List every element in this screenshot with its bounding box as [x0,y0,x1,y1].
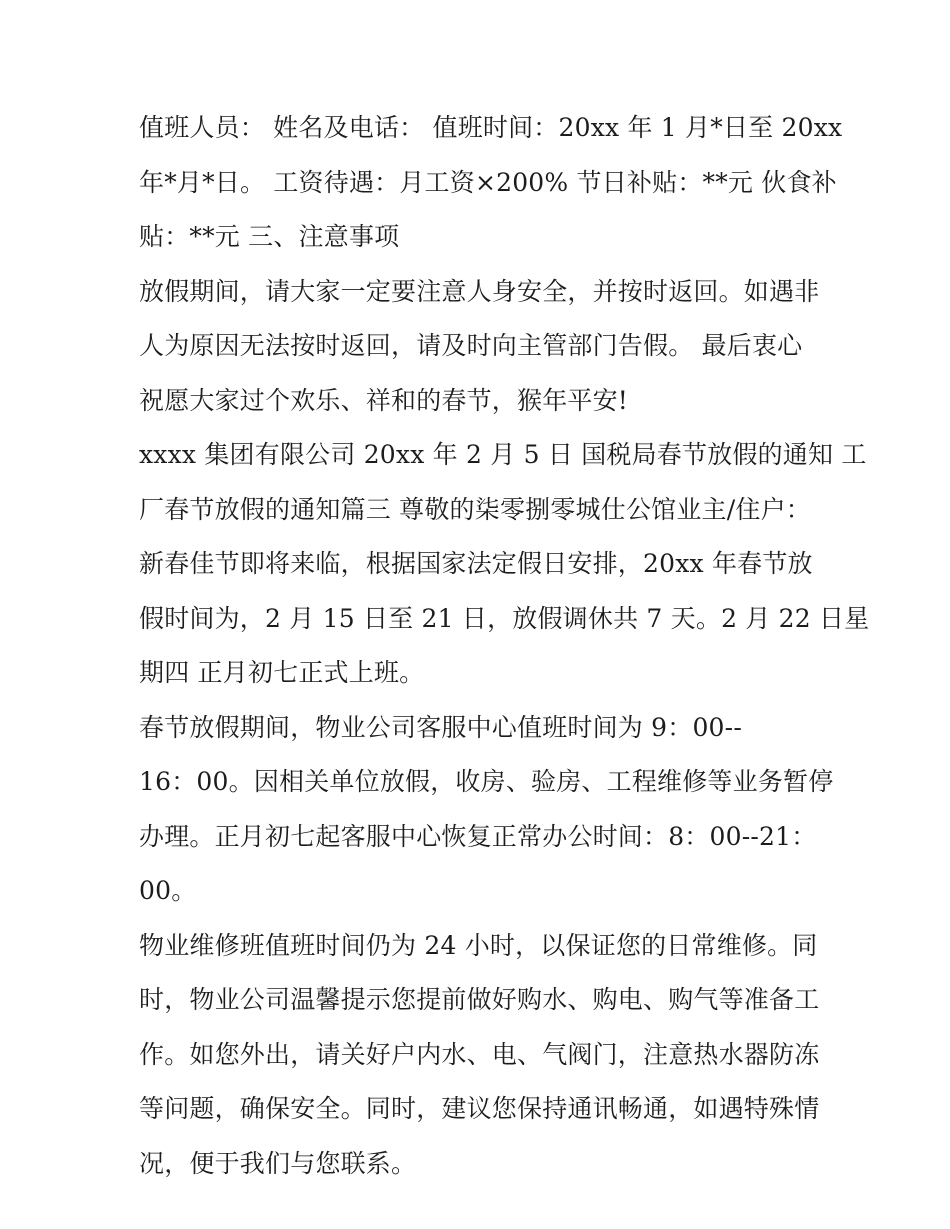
text-line: 时，物业公司温馨提示您提前做好购水、购电、购气等准备工 [139,985,820,1014]
text-line: 16：00。因相关单位放假，收房、验房、工程维修等业务暂停 [139,767,834,796]
text-line: 祝愿大家过个欢乐、祥和的春节，猴年平安! [139,385,629,415]
text-line: 春节放假期间，物业公司客服中心值班时间为 9：00-- [139,712,742,742]
text-line: 放假期间，请大家一定要注意人身安全，并按时返回。如遇非 [139,276,820,306]
document-body [139,101,870,1191]
text-line: 00。 [139,876,197,905]
text-line: 新春佳节即将来临，根据国家法定假日安排，20xx 年春节放 [139,549,813,578]
text-line: 年*月*日。 工资待遇：月工资×200% 节日补贴：**元 伙食补 [139,167,837,197]
text-line: 期四 正月初七正式上班。 [139,658,425,687]
text-line: 办理。正月初七起客服中心恢复正常办公时间：8：00--21： [139,821,817,851]
text-line: 物业维修班值班时间仍为 24 小时，以保证您的日常维修。同 [139,930,818,960]
text-line: 贴：**元 三、注意事项 [139,222,400,251]
text-line: 假时间为，2 月 15 日至 21 日，放假调休共 7 天。2 月 22 日星 [139,603,870,633]
text-line: 人为原因无法按时返回，请及时向主管部门告假。 最后衷心 [139,331,803,360]
text-line: 等问题，确保安全。同时，建议您保持通讯畅通，如遇特殊情 [139,1094,820,1123]
text-line: xxxx 集团有限公司 20xx 年 2 月 5 日 国税局春节放假的通知 工 [139,440,867,469]
text-line: 况，便于我们与您联系。 [139,1148,417,1178]
text-line: 值班人员： 姓名及电话： 值班时间：20xx 年 1 月*日至 20xx [139,113,843,142]
text-line: 作。如您外出，请关好户内水、电、气阀门，注意热水器防冻 [139,1039,820,1069]
text-line: 厂春节放假的通知篇三 尊敬的柒零捌零城仕公馆业主/住户： [139,494,811,524]
